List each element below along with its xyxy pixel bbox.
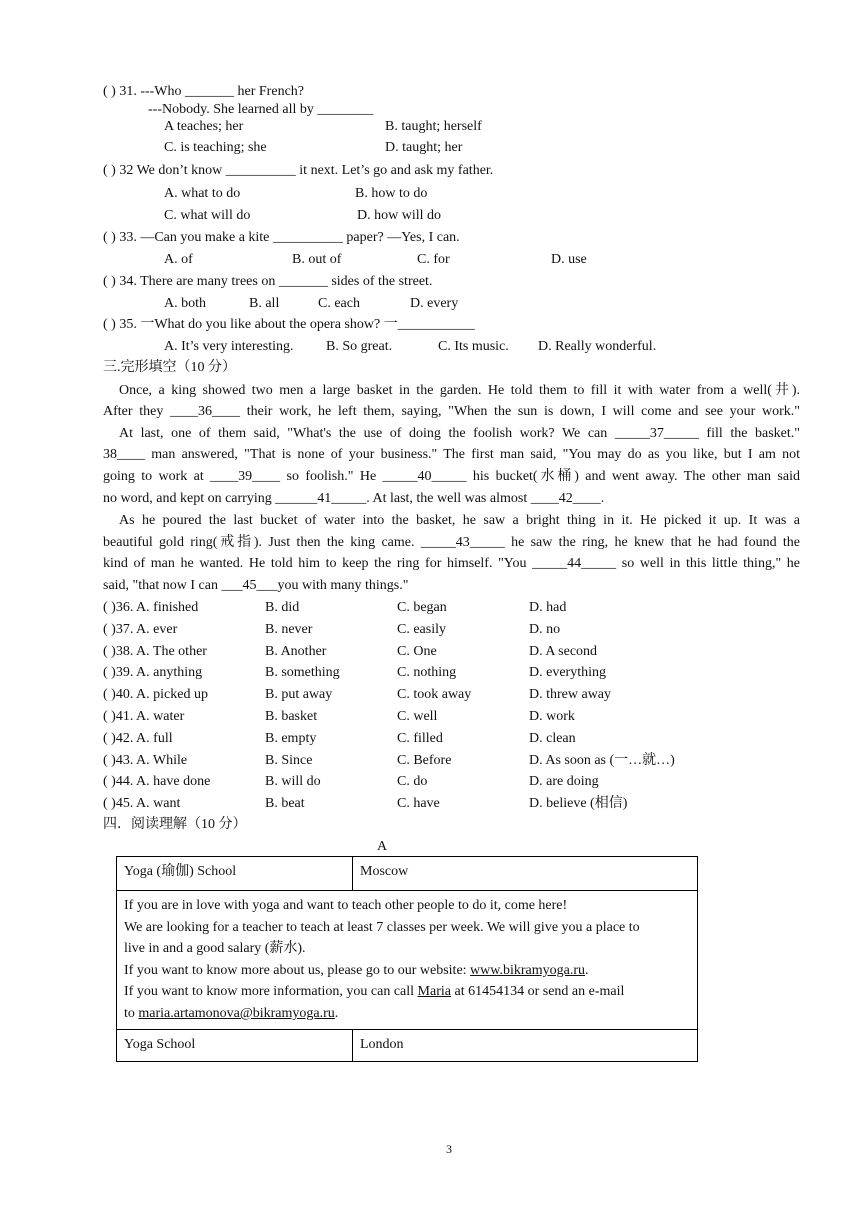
contact-name: Maria: [417, 984, 451, 1000]
q35-opt-c: C. Its music.: [438, 339, 509, 354]
school-moscow-city: Moscow: [353, 857, 698, 891]
cloze-q36-stem: ( )36. A. finished: [103, 600, 199, 615]
cloze-q39-opt-c: C. nothing: [397, 665, 457, 681]
page-number: 3: [446, 1142, 452, 1156]
q32-opt-d: D. how will do: [357, 208, 441, 223]
blank-38: 38____: [103, 447, 145, 462]
cloze-q37-opt-b: B. never: [265, 621, 313, 637]
cloze-q43-opt-c: C. Before: [397, 752, 452, 768]
ad-line: live in and a good salary (薪水).: [124, 941, 306, 957]
blank-43: _____43_____: [420, 535, 505, 550]
q34-opt-a: A. both: [164, 296, 206, 311]
cloze-heading: 三.完形填空（10 分）: [103, 360, 236, 375]
cloze-q44-opt-c: C. do: [397, 774, 428, 790]
q34-stem: ( ) 34. There are many trees on _______ sides of the street.: [103, 274, 433, 289]
cloze-q36-opt-c: C. began: [397, 600, 447, 615]
ad-body: [117, 891, 698, 1030]
cloze-line-3: At last, one of them said, "What's the use of doing the foolish work? We can _____37_____ fill the basket.": [119, 426, 800, 441]
cloze-q43-opt-d: D. As soon as (一…就…): [529, 752, 675, 768]
q33-opt-b: B. out of: [292, 252, 342, 267]
cloze-line-7: As he poured the last bucket of water into the basket, he saw a bright thing in it. He picked it up. It was a: [119, 513, 800, 528]
yoga-ad-table: [116, 856, 698, 1062]
q34-opt-d: D. every: [410, 296, 459, 311]
cloze-line-8: beautiful gold ring(戒指). Just then the king came. _____43_____ he saw the ring, he knew that he had found the: [103, 535, 800, 550]
blank-39: ____39____: [210, 469, 281, 484]
cloze-q42-opt-d: D. clean: [529, 730, 576, 746]
q31-opt-b: B. taught; herself: [385, 119, 482, 134]
q32-opt-b: B. how to do: [355, 186, 428, 201]
blank-41: ______41_____: [275, 491, 367, 506]
blank-42: ____42____: [530, 491, 601, 506]
cloze-q39-stem: ( )39. A. anything: [103, 665, 203, 681]
q35-opt-d: D. Really wonderful.: [538, 339, 657, 354]
blank-36: ____36____: [170, 404, 241, 419]
cloze-q37-opt-c: C. easily: [397, 621, 446, 637]
q31-opt-a: A teaches; her: [164, 119, 244, 134]
q33-opt-c: C. for: [417, 252, 450, 267]
cloze-q41-stem: ( )41. A. water: [103, 709, 185, 724]
cloze-q38-opt-c: C. One: [397, 643, 437, 659]
cloze-line-10: said, "that now I can ___45___you with many things.": [103, 578, 409, 593]
q32-opt-a: A. what to do: [164, 186, 241, 201]
ad-call-line: If you want to know more information, you can call Maria at 61454134 or send an e-mail: [124, 984, 625, 1000]
ad-website-line: If you want to know more about us, please go to our website: www.bikramyoga.ru.: [124, 962, 589, 978]
email-link[interactable]: maria.artamonova@bikramyoga.ru: [138, 1005, 335, 1021]
cloze-q40-opt-d: D. threw away: [529, 687, 612, 703]
cloze-q40-opt-c: C. took away: [397, 687, 472, 703]
school-moscow-name: Yoga (瑜伽) School: [117, 857, 353, 891]
cloze-q42-stem: ( )42. A. full: [103, 730, 173, 746]
cloze-line-5: going to work at ____39____ so foolish." He _____40_____ his bucket(水桶) and went away. The other man said: [103, 469, 800, 484]
school-london-name: Yoga School: [117, 1029, 353, 1061]
cloze-q45-opt-d: D. believe (相信): [529, 796, 628, 812]
ad-line: If you are in love with yoga and want to teach other people to do it, come here!: [124, 898, 568, 913]
q35-opt-b: B. So great.: [326, 339, 393, 354]
school-london-city: London: [353, 1029, 698, 1061]
ad-email-line: to maria.artamonova@bikramyoga.ru.: [124, 1005, 339, 1021]
q33-stem: ( ) 33. —Can you make a kite __________ paper? —Yes, I can.: [103, 230, 460, 245]
q31-stem2: ---Nobody. She learned all by ________: [148, 102, 374, 117]
cloze-q36-opt-b: B. did: [265, 600, 300, 615]
cloze-q36-opt-d: D. had: [529, 600, 567, 615]
cloze-line-4: 38____ man answered, "That is none of your business." The first man said, "You may do as you like, but I am not: [103, 447, 800, 462]
cloze-q45-opt-b: B. beat: [265, 796, 305, 812]
q31-stem: ( ) 31. ---Who _______ her French?: [103, 84, 304, 99]
cloze-q37-stem: ( )37. A. ever: [103, 621, 178, 637]
cloze-line-2: After they ____36____ their work, he left them, saying, "When the sun is down, I will come and see your work.": [103, 404, 800, 419]
cloze-q40-opt-b: B. put away: [265, 687, 333, 703]
q31-opt-c: C. is teaching; she: [164, 140, 267, 155]
cloze-q45-stem: ( )45. A. want: [103, 796, 181, 812]
cloze-q38-opt-d: D. A second: [529, 643, 598, 659]
cloze-q37-opt-d: D. no: [529, 621, 561, 637]
blank-45: ___45___: [221, 578, 278, 593]
q33-opt-d: D. use: [551, 252, 587, 267]
reading-heading: 四．阅读理解（10 分）: [103, 817, 247, 832]
cloze-q38-opt-b: B. Another: [265, 643, 327, 659]
blank-37: _____37_____: [614, 426, 699, 441]
cloze-q41-opt-d: D. work: [529, 709, 575, 724]
q32-opt-c: C. what will do: [164, 208, 251, 223]
q32-stem: ( ) 32 We don’t know __________ it next. Let’s go and ask my father.: [103, 163, 494, 178]
cloze-q39-opt-b: B. something: [265, 665, 340, 681]
cloze-q41-opt-b: B. basket: [265, 709, 318, 724]
cloze-line-9: kind of man he wanted. He told him to keep the ring for himself. "You _____44_____ so well in this little thing," he: [103, 556, 800, 571]
q31-opt-d: D. taught; her: [385, 140, 463, 155]
ad-line: We are looking for a teacher to teach at least 7 classes per week. We will give you a place to: [124, 919, 640, 935]
cloze-line-1: Once, a king showed two men a large basket in the garden. He told them to fill it with water from a well(井).: [119, 383, 800, 398]
cloze-q45-opt-c: C. have: [397, 796, 440, 812]
blank-40: _____40_____: [382, 469, 467, 484]
cloze-q43-opt-b: B. Since: [265, 752, 313, 768]
cloze-q42-opt-c: C. filled: [397, 730, 443, 746]
q33-opt-a: A. of: [164, 252, 193, 267]
cloze-q42-opt-b: B. empty: [265, 730, 317, 746]
cloze-q44-stem: ( )44. A. have done: [103, 774, 211, 790]
cloze-q41-opt-c: C. well: [397, 709, 438, 724]
cloze-q40-stem: ( )40. A. picked up: [103, 687, 208, 703]
passage-label: A: [377, 839, 388, 854]
cloze-q39-opt-d: D. everything: [529, 665, 606, 681]
blank-44: _____44_____: [532, 556, 617, 571]
website-link[interactable]: www.bikramyoga.ru: [470, 962, 585, 978]
cloze-q44-opt-b: B. will do: [265, 774, 321, 790]
q35-stem: ( ) 35. 一What do you like about the opera show? 一___________: [103, 317, 475, 332]
cloze-q44-opt-d: D. are doing: [529, 774, 599, 790]
q34-opt-b: B. all: [249, 296, 280, 311]
q35-opt-a: A. It’s very interesting.: [164, 339, 294, 354]
cloze-line-6: no word, and kept on carrying ______41_____. At last, the well was almost ____42____.: [103, 491, 605, 506]
q34-opt-c: C. each: [318, 296, 360, 311]
cloze-q43-stem: ( )43. A. While: [103, 752, 188, 768]
cloze-q38-stem: ( )38. A. The other: [103, 643, 207, 659]
